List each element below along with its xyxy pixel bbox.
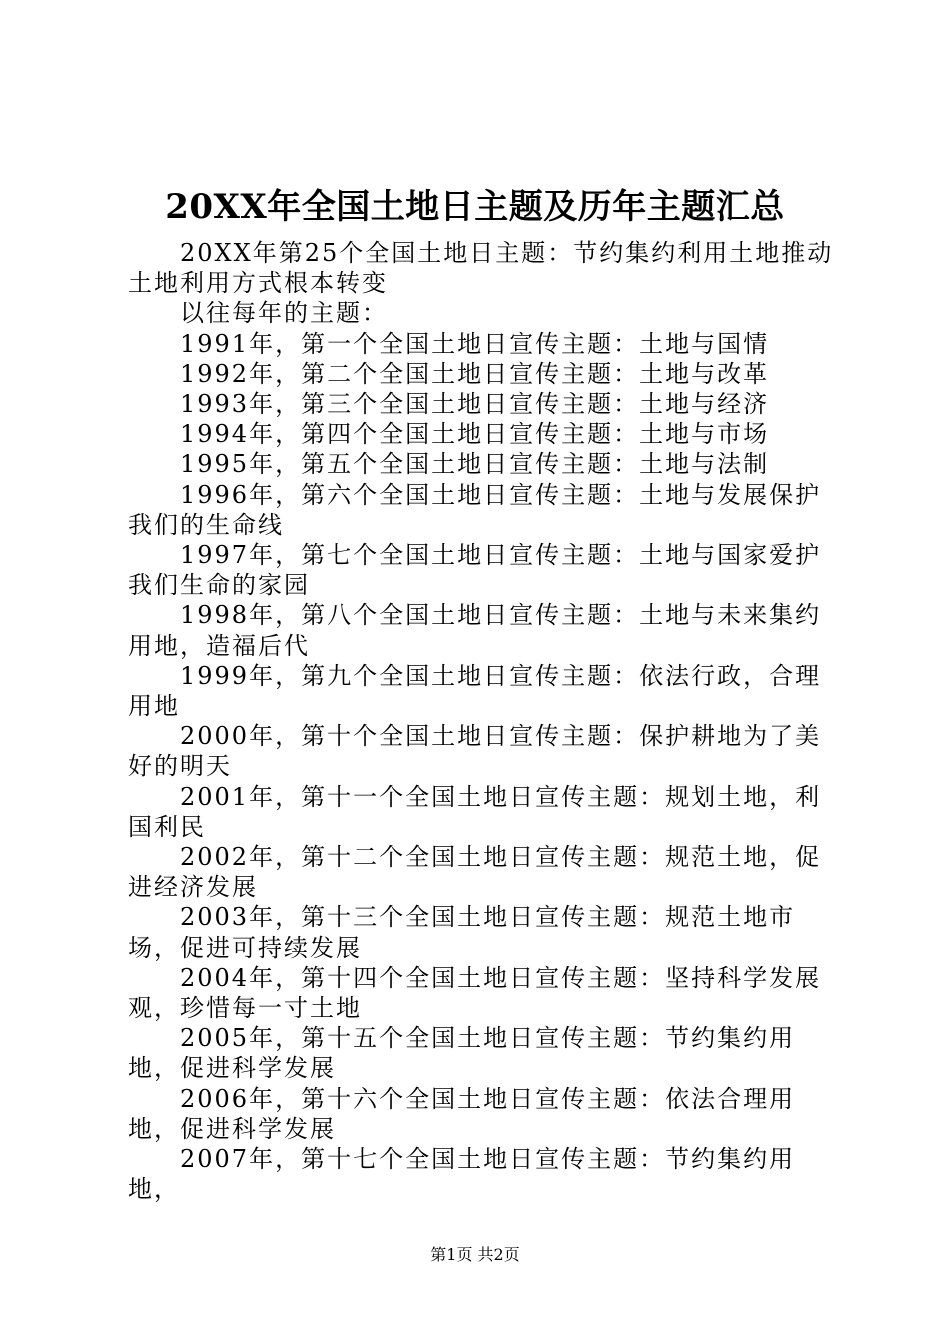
paragraph-1996: 1996年，第六个全国土地日宣传主题：土地与发展保护我们的生命线 — [128, 480, 822, 539]
paragraph-2002: 2002年，第十二个全国土地日宣传主题：规范土地，促进经济发展 — [128, 843, 822, 902]
paragraph-1997: 1997年，第七个全国土地日宣传主题：土地与国家爱护我们生命的家园 — [128, 541, 822, 600]
paragraph-1995: 1995年，第五个全国土地日宣传主题：土地与法制 — [180, 450, 770, 479]
paragraph-2000: 2000年，第十个全国土地日宣传主题：保护耕地为了美好的明天 — [128, 722, 822, 781]
paragraph-1999: 1999年，第九个全国土地日宣传主题：依法行政，合理用地 — [128, 661, 822, 721]
paragraph-past-themes-intro: 以往每年的主题： — [180, 299, 388, 328]
paragraph-2004: 2004年，第十四个全国土地日宣传主题：坚持科学发展观，珍惜每一寸土地 — [128, 963, 822, 1023]
document-body — [128, 238, 838, 1205]
page-footer: 第1页 共2页 — [430, 1245, 520, 1264]
paragraph-current-theme: 20XX年第25个全国土地日主题：节约集约利用土地推动土地利用方式根本转变 — [128, 239, 834, 298]
paragraph-1998: 1998年，第八个全国土地日宣传主题：土地与未来集约用地，造福后代 — [128, 601, 822, 660]
paragraph-2003: 2003年，第十三个全国土地日宣传主题：规范土地市场，促进可持续发展 — [128, 903, 796, 962]
paragraph-2006: 2006年，第十六个全国土地日宣传主题：依法合理用地，促进科学发展 — [128, 1084, 796, 1143]
paragraph-2007: 2007年，第十七个全国土地日宣传主题：节约集约用地， — [128, 1145, 796, 1204]
paragraph-1994: 1994年，第四个全国土地日宣传主题：土地与市场 — [180, 420, 770, 449]
paragraph-2001: 2001年，第十一个全国土地日宣传主题：规划土地，利国利民 — [128, 782, 822, 841]
document-title: 20XX年全国土地日主题及历年主题汇总 — [165, 187, 785, 227]
paragraph-2005: 2005年，第十五个全国土地日宣传主题：节约集约用地，促进科学发展 — [128, 1024, 796, 1083]
paragraph-1991: 1991年，第一个全国土地日宣传主题：土地与国情 — [180, 329, 770, 358]
paragraph-1993: 1993年，第三个全国土地日宣传主题：土地与经济 — [180, 390, 770, 419]
paragraph-1992: 1992年，第二个全国土地日宣传主题：土地与改革 — [180, 359, 770, 388]
